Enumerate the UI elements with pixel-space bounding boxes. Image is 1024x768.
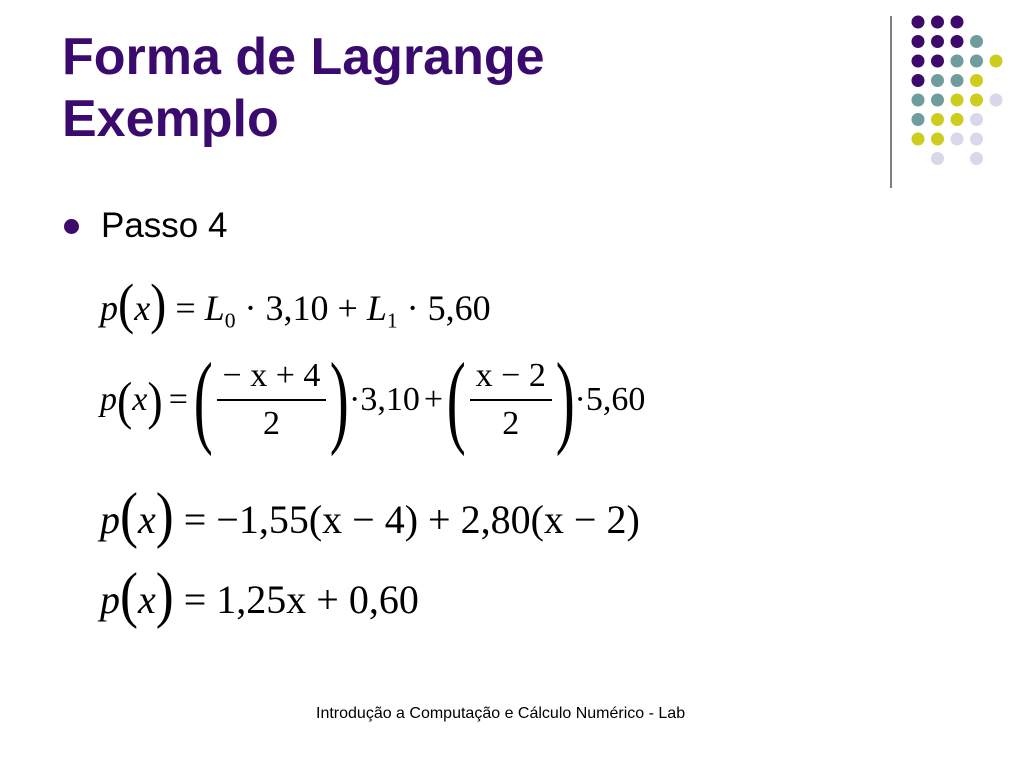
decor-dot: [951, 74, 964, 87]
decor-dot: [912, 133, 925, 146]
bullet-item: [64, 204, 227, 248]
decor-dot: [970, 152, 983, 165]
decor-dot: [912, 94, 925, 107]
decorative-dot-pattern: [0, 0, 1024, 200]
decor-dot: [931, 74, 944, 87]
decor-dot: [970, 74, 983, 87]
decor-dot: [970, 55, 983, 68]
decor-dot: [970, 35, 983, 48]
decor-dot: [912, 74, 925, 87]
title-line-1: Forma de Lagrange: [62, 28, 545, 86]
equation-2: p ( x ) = ( $\frac{- x + 4}{2}$ ) · 3,10 + ( $\frac{x - 2}{2}$ ) · 5,60: [100, 342, 646, 457]
decor-dot: [931, 133, 944, 146]
decor-dot: [912, 35, 925, 48]
decor-dot: [970, 113, 983, 126]
decor-dot: [970, 133, 983, 146]
decor-dot: [931, 35, 944, 48]
decor-dot: [990, 94, 1003, 107]
equation-1: $p(x) = L_0 \cdot 3,10 + L_1 \cdot 5,60$: [100, 272, 491, 336]
fraction-1: $\frac{- x + 4}{2}$: [217, 357, 327, 443]
decor-dot: [931, 55, 944, 68]
decor-dot: [990, 55, 1003, 68]
decor-dot: [912, 113, 925, 126]
decor-dot: [931, 152, 944, 165]
decor-dot: [931, 94, 944, 107]
decor-dot: [931, 113, 944, 126]
decor-dot: [912, 16, 925, 29]
fraction-2: $\frac{x - 2}{2}$: [470, 357, 552, 443]
slide-footer: Introdução a Computação e Cálculo Numérico - Lab: [316, 705, 686, 722]
decor-dot: [951, 35, 964, 48]
title-line-2: Exemplo: [62, 90, 279, 148]
decor-dot: [951, 55, 964, 68]
decor-dot: [951, 113, 964, 126]
decor-dot: [951, 94, 964, 107]
decor-dot: [970, 94, 983, 107]
decor-dot: [912, 55, 925, 68]
decor-dot: [951, 133, 964, 146]
decor-dot: [931, 16, 944, 29]
bullet-icon: [64, 219, 79, 234]
bullet-text: Passo 4: [101, 206, 228, 245]
decor-dot: [951, 16, 964, 29]
equation-3: p(x) = −1,55(x − 4) + 2,80(x − 2): [100, 480, 640, 550]
equation-4: p(x) = 1,25x + 0,60: [100, 560, 419, 630]
